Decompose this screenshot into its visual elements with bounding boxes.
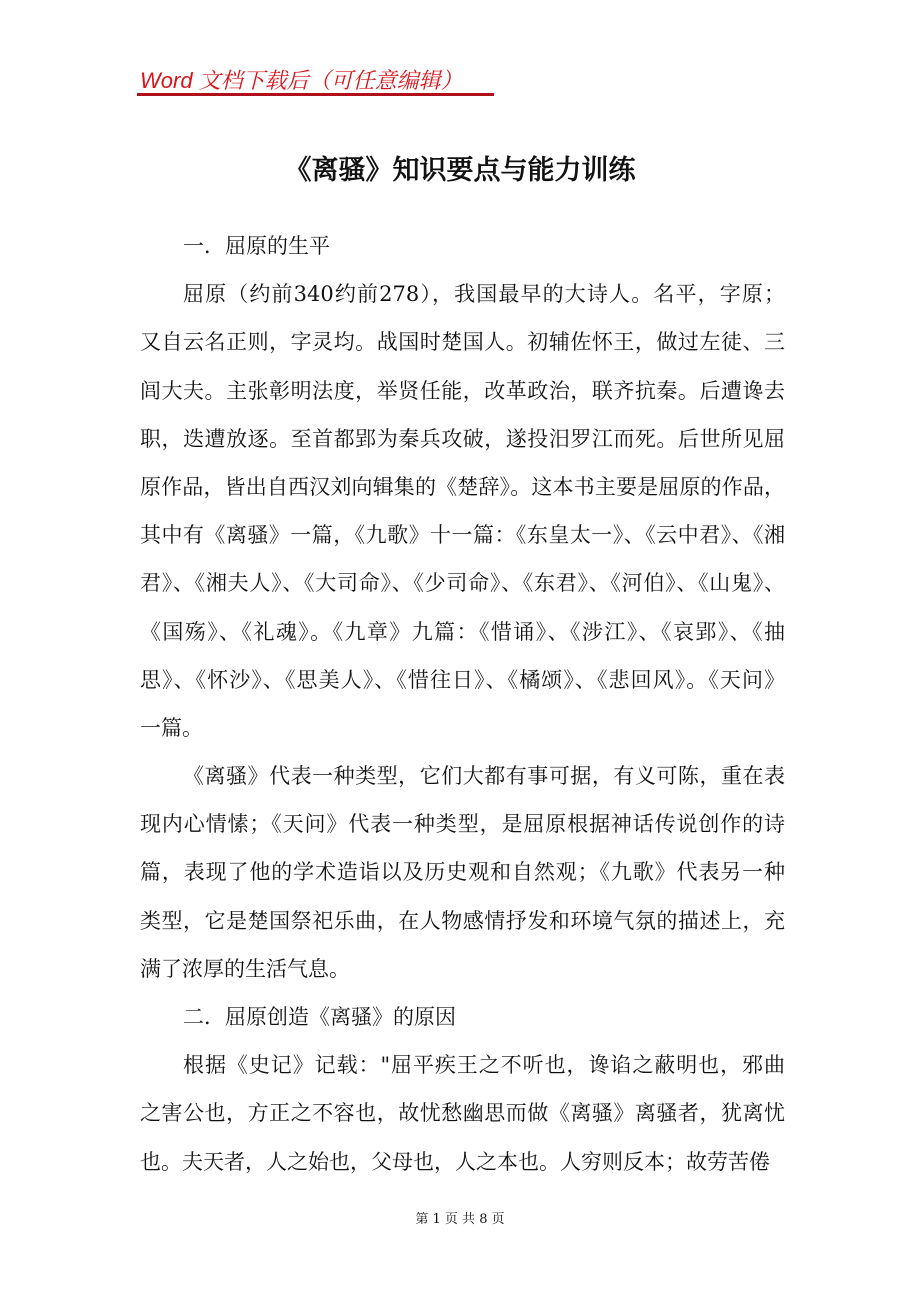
banner-underline — [137, 93, 494, 96]
section-heading: 二．屈原创造《离骚》的原因 — [183, 1005, 456, 1029]
paragraph-line: 之害公也，方正之不容也，故忧愁幽思而做《离骚》离骚者，犹离忧 — [140, 1101, 785, 1126]
document-body — [140, 228, 785, 1192]
paragraph-line: 根据《史记》记载："屈平疾王之不听也，谗谄之蔽明也，邪曲 — [183, 1053, 785, 1078]
paragraph-line: 类型，它是楚国祭祀乐曲，在人物感情抒发和环境气氛的描述上，充 — [140, 908, 785, 933]
paragraph-line: 《国殇》、《礼魂》。《九章》九篇：《惜诵》、《涉江》、《哀郢》、《抽 — [140, 619, 785, 644]
paragraph-line: 现内心情愫；《天问》代表一种类型，是屈原根据神话传说创作的诗 — [140, 812, 785, 837]
page-number: 第 1 页 共 8 页 — [415, 1212, 505, 1227]
paragraph-line: 也。夫天者，人之始也，父母也，人之本也。人穷则反本；故劳苦倦 — [140, 1149, 770, 1174]
paragraph-line: 满了浓厚的生活气息。 — [140, 956, 350, 981]
section-heading: 一．屈原的生平 — [183, 234, 330, 258]
paragraph-line: 职，迭遭放逐。至首都郢为秦兵攻破，遂投汨罗江而死。后世所见屈 — [140, 426, 785, 451]
paragraph-line: 一篇。 — [140, 715, 203, 740]
paragraph-line: 原作品，皆出自西汉刘向辑集的《楚辞》。这本书主要是屈原的作品， — [140, 474, 785, 499]
paragraph-line: 《离骚》代表一种类型，它们大都有事可据，有义可陈，重在表 — [183, 764, 785, 789]
paragraph-line: 又自云名正则，字灵均。战国时楚国人。初辅佐怀王，做过左徒、三 — [140, 330, 785, 355]
paragraph-line: 君》、《湘夫人》、《大司命》、《少司命》、《东君》、《河伯》、《山鬼》、 — [140, 571, 785, 596]
download-banner: Word 文档下载后（可任意编辑） — [140, 68, 463, 93]
paragraph-line: 其中有《离骚》一篇，《九歌》十一篇：《东皇太一》、《云中君》、《湘 — [140, 523, 785, 548]
paragraph-line: 闾大夫。主张彰明法度，举贤任能，改革政治，联齐抗秦。后遭谗去 — [140, 378, 785, 403]
document-title: 《离骚》知识要点与能力训练 — [284, 155, 636, 186]
paragraph-line: 篇，表现了他的学术造诣以及历史观和自然观；《九歌》代表另一种 — [140, 860, 785, 885]
paragraph-line: 屈原（约前340约前278），我国最早的大诗人。名平，字原； — [183, 282, 785, 307]
paragraph-line: 思》、《怀沙》、《思美人》、《惜往日》、《橘颂》、《悲回风》。《天问》 — [140, 667, 785, 692]
